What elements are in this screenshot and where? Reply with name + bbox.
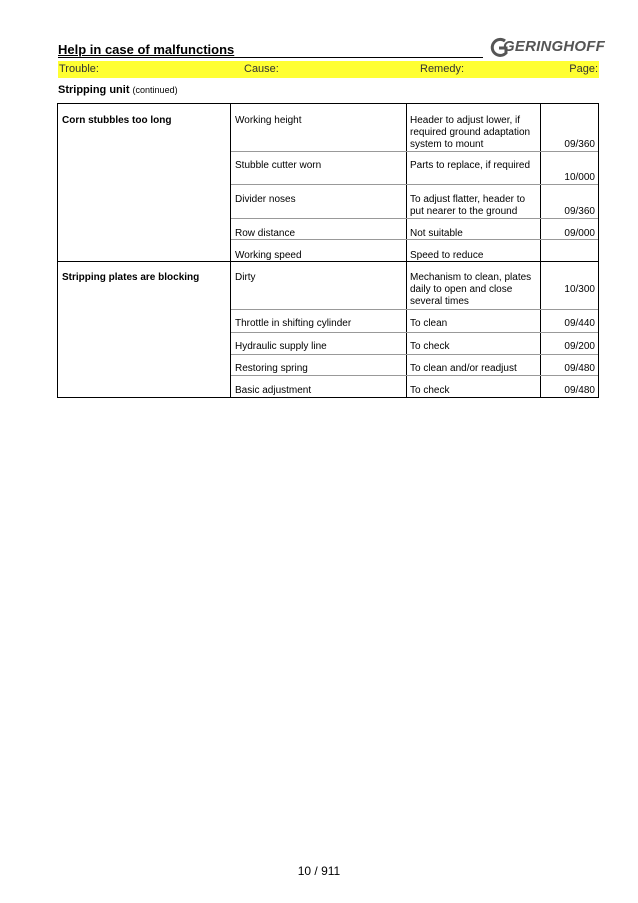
header-cause: Cause: (244, 63, 279, 75)
remedy-cell: Header to adjust lower, if (410, 115, 521, 126)
cause-cell: Working height (235, 115, 302, 126)
remedy-cell: Mechanism to clean, plates (410, 272, 532, 283)
column-header-band (58, 61, 599, 78)
page-cell: 10/000 (564, 172, 595, 183)
row-separator (231, 332, 598, 333)
cause-cell: Divider noses (235, 194, 296, 205)
trouble-separator (57, 261, 599, 262)
cause-cell: Stubble cutter worn (235, 160, 322, 171)
row-separator (231, 184, 598, 185)
remedy-cell: daily to open and close (410, 284, 513, 295)
table-border-left (57, 103, 58, 398)
remedy-cell: To adjust flatter, header to (410, 194, 526, 205)
row-separator (231, 354, 598, 355)
cause-cell: Dirty (235, 272, 256, 283)
section-title (58, 84, 178, 96)
page-number: 10 / 911 (297, 864, 341, 878)
remedy-cell: Not suitable (410, 228, 463, 239)
page-title: Help in case of malfunctions (58, 42, 235, 57)
brand-logo (489, 37, 605, 59)
malfunction-table (57, 103, 599, 398)
brand-name: GERINGHOFF (503, 38, 605, 55)
remedy-cell: required ground adaptation (410, 127, 531, 138)
page-cell: 09/360 (564, 206, 595, 217)
row-separator (231, 218, 598, 219)
remedy-cell: To check (410, 341, 450, 352)
header-remedy: Remedy: (420, 63, 465, 75)
table-border-top (57, 103, 599, 104)
cause-cell: Hydraulic supply line (235, 341, 327, 352)
trouble-label: Corn stubbles too long (62, 115, 172, 126)
page-cell: 09/440 (564, 318, 595, 329)
table-border-bottom (57, 397, 599, 398)
page-cell: 09/480 (564, 385, 595, 396)
section-name: Stripping unit (58, 84, 130, 96)
remedy-cell: system to mount (410, 139, 484, 150)
remedy-cell: To check (410, 385, 450, 396)
page-cell: 09/480 (564, 363, 595, 374)
remedy-cell: Parts to replace, if required (410, 160, 531, 171)
cause-cell: Row distance (235, 228, 296, 239)
title-underline (58, 57, 483, 58)
header-page: Page: (569, 63, 598, 75)
remedy-cell: To clean (410, 318, 448, 329)
table-border-right (598, 103, 599, 398)
page-cell: 09/000 (564, 228, 595, 239)
trouble-label: Stripping plates are blocking (62, 272, 200, 283)
cause-cell: Working speed (235, 250, 302, 261)
cause-cell: Throttle in shifting cylinder (235, 318, 352, 329)
row-separator (231, 309, 598, 310)
page-cell: 09/360 (564, 139, 595, 150)
header-trouble: Trouble: (59, 63, 99, 75)
remedy-cell: put nearer to the ground (410, 206, 518, 217)
row-separator (231, 375, 598, 376)
section-note: (continued) (132, 85, 178, 95)
cause-cell: Restoring spring (235, 363, 308, 374)
remedy-cell: several times (410, 296, 469, 307)
row-separator (231, 151, 598, 152)
remedy-cell: To clean and/or readjust (410, 363, 517, 374)
page-cell: 10/300 (564, 284, 595, 295)
remedy-cell: Speed to reduce (410, 250, 484, 261)
cause-cell: Basic adjustment (235, 385, 312, 396)
page-cell: 09/200 (564, 341, 595, 352)
